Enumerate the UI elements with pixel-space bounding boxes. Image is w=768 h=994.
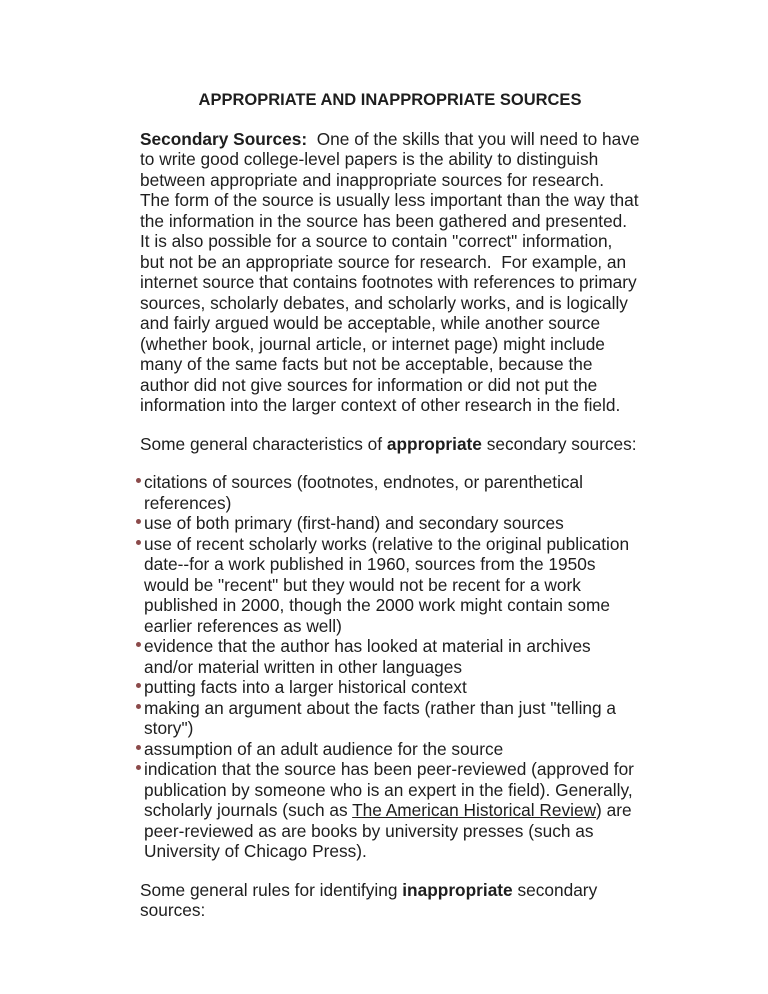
bullet-icon	[136, 642, 141, 647]
appropriate-keyword: appropriate	[386, 433, 482, 454]
list-item-text: use of both primary (first-hand) and secondary sources	[144, 513, 564, 533]
list-item	[140, 739, 640, 760]
bullet-icon	[136, 765, 141, 770]
list-item	[140, 472, 640, 513]
journal-title-underlined: The American Historical Review	[352, 800, 597, 820]
list-item	[140, 698, 640, 739]
list-item-text: making an argument about the facts (rather than just "telling a story")	[144, 697, 617, 738]
list-item	[140, 636, 640, 677]
bullet-icon	[136, 540, 141, 545]
document-title: APPROPRIATE AND INAPPROPRIATE SOURCES	[198, 91, 582, 109]
peer-review-text-after: ) are peer-reviewed as are books by university presses (such as University of Chicago Press).	[144, 800, 632, 861]
list-item	[140, 513, 640, 534]
inappropriate-intro	[140, 880, 640, 921]
appropriate-characteristics-list	[140, 472, 640, 862]
appropriate-intro	[140, 434, 640, 455]
bullet-icon	[136, 478, 141, 483]
list-item-text: putting facts into a larger historical context	[144, 677, 467, 697]
list-item-peer-review	[140, 759, 640, 862]
document-page	[140, 90, 645, 939]
secondary-sources-heading: Secondary Sources:	[140, 128, 308, 149]
bullet-icon	[136, 704, 141, 709]
list-item-text: use of recent scholarly works (relative to the original publication date--for a work published in 1960, sources from the 1950s would be "recent" but they would not be recent for a work published in 2000, though the 2000 work might contain some earlier references as well)	[144, 533, 630, 636]
list-item	[140, 677, 640, 698]
list-item-text: assumption of an adult audience for the source	[144, 738, 504, 759]
inappropriate-intro-after: secondary sources:	[140, 879, 598, 920]
intro-text: One of the skills that you will need to have to write good college-level papers is the ability to distinguish between appropriate and inappropriate sources for research. The form of the source is usually less important than the way that the information in the source has been gathered and presented. It is also possible for a source to contain "correct" information, but not be an appropriate source for research. For example, an internet source that contains footnotes with references to primary sources, scholarly debates, and scholarly works, and is logically and fairly argued would be acceptable, while another source (whether book, journal article, or internet page) might include many of the same facts but not be acceptable, because the author did not give sources for information or did not put the information into the larger context of other research in the field.	[140, 128, 645, 415]
peer-review-text-before: indication that the source has been peer-reviewed (approved for publication by someone who is an expert in the field). Generally, scholarly journals (such as	[144, 759, 634, 820]
list-item-text: citations of sources (footnotes, endnotes, or parenthetical references)	[144, 472, 584, 513]
appropriate-intro-after: secondary sources:	[481, 433, 637, 454]
list-item	[140, 534, 640, 637]
inappropriate-intro-before: Some general rules for identifying	[140, 879, 403, 900]
appropriate-intro-before: Some general characteristics of	[140, 433, 387, 454]
inappropriate-keyword: inappropriate	[402, 879, 513, 900]
intro-paragraph	[140, 128, 645, 416]
list-item-text: evidence that the author has looked at material in archives and/or material written in other languages	[144, 636, 591, 677]
bullet-icon	[136, 745, 141, 750]
bullet-icon	[136, 683, 141, 688]
bullet-icon	[136, 519, 141, 524]
